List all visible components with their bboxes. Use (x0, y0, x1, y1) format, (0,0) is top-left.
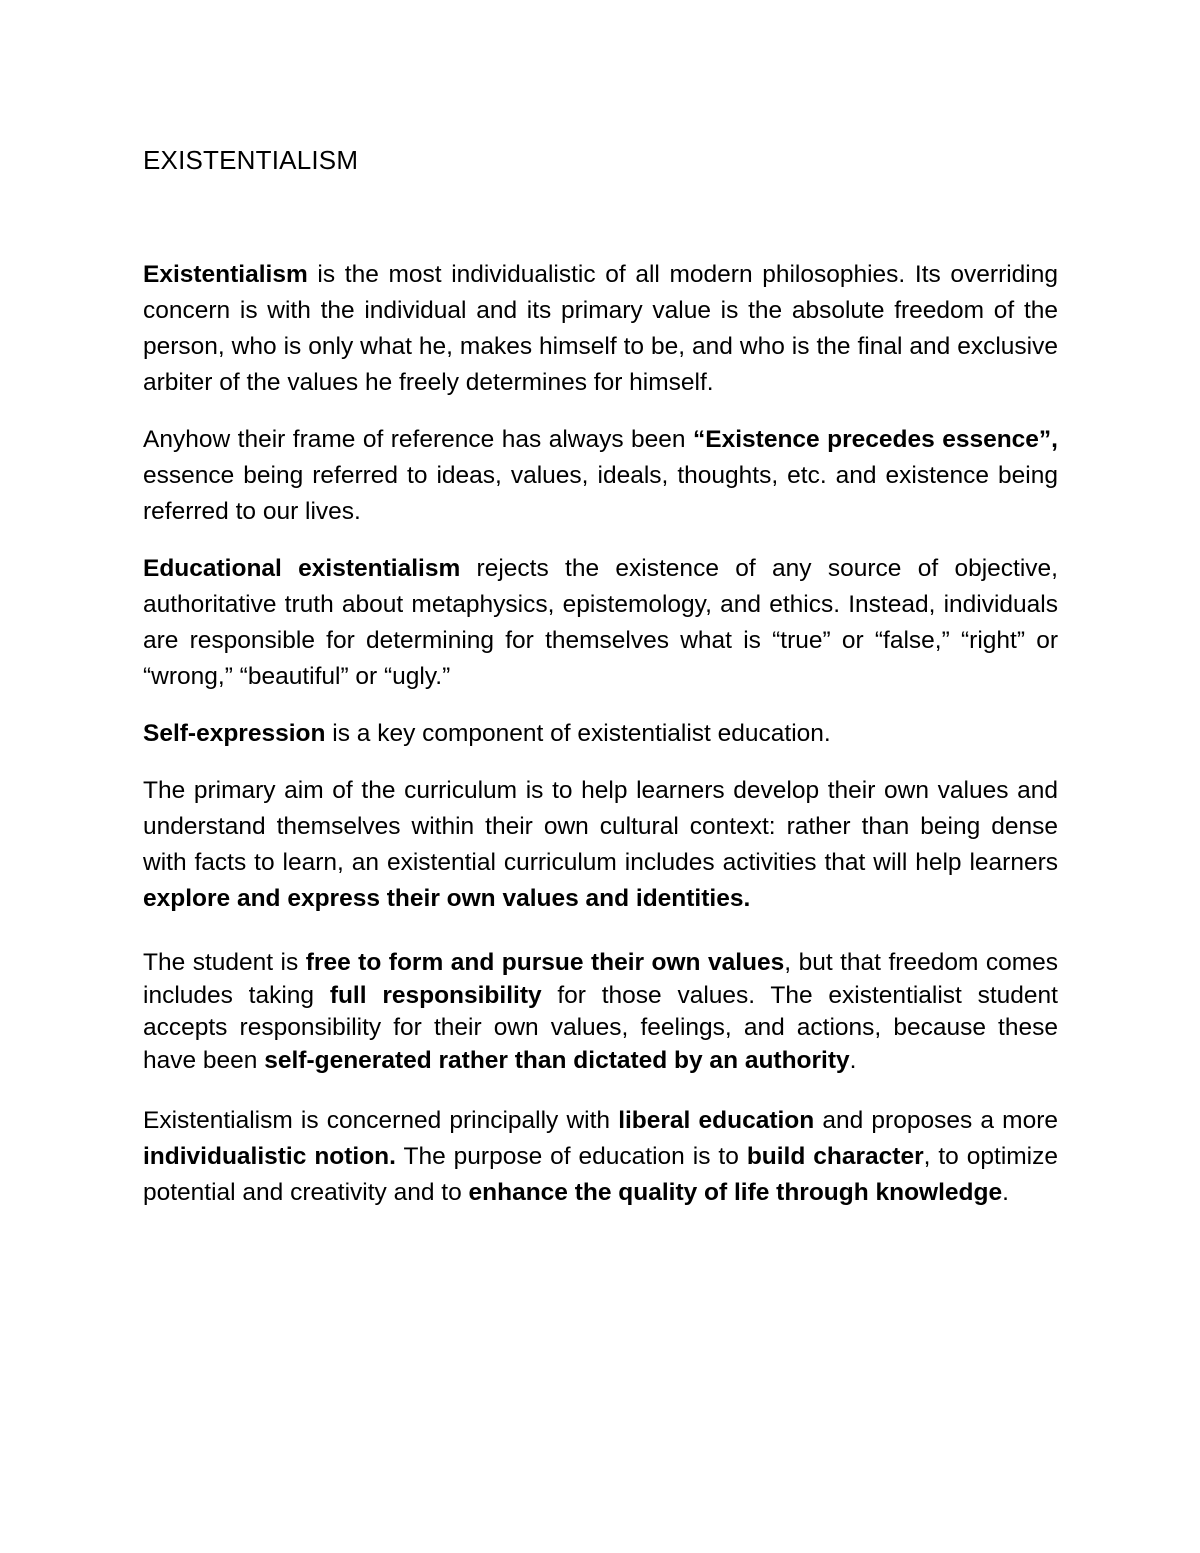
text-run: Anyhow their frame of reference has always been (143, 426, 694, 453)
bold-phrase: full responsibility (329, 981, 542, 1009)
text-run: for those values. The existentialist student accepts responsibility for their own values, feelings, and actions, because these have been (143, 981, 1058, 1074)
text-run: Existentialism is concerned principally with (143, 1107, 619, 1134)
bold-phrase: liberal education (618, 1107, 815, 1134)
text-run: is the most individualistic of all modern philosophies. Its overriding concern is with the individual and its primary value is the absolute freedom of the person, who is only what he, makes himself to be, and who is the final and exclusive arbiter of the values he freely determines for himself. (143, 261, 1058, 396)
bold-term: Existentialism (143, 261, 308, 288)
paragraph-existence-precedes-essence (143, 422, 1058, 530)
bold-phrase: build character (746, 1143, 924, 1170)
text-run: . (1002, 1179, 1009, 1206)
text-run: The primary aim of the curriculum is to help learners develop their own values and understand themselves within their own cultural context: rather than being dense with facts to learn, an existential curriculum includes activities that will help learners (143, 777, 1058, 876)
text-run: . (849, 1046, 857, 1074)
text-run: is a key component of existentialist education. (325, 720, 831, 747)
bold-phrase: enhance the quality of life through knowledge (468, 1179, 1003, 1206)
paragraph-self-expression (143, 716, 1058, 752)
text-run: and proposes a more (814, 1107, 1058, 1134)
paragraph-educational-existentialism (143, 551, 1058, 695)
text-run: essence being referred to ideas, values, ideals, thoughts, etc. and existence being referred to our lives. (143, 462, 1058, 525)
paragraph-existentialism-definition (143, 257, 1058, 401)
bold-term: Self-expression (143, 720, 326, 747)
bold-phrase: individualistic notion. (143, 1143, 396, 1170)
paragraph-liberal-education (143, 1103, 1058, 1211)
text-run: , but that freedom comes includes taking (143, 949, 1058, 1009)
document-body (143, 140, 1058, 1211)
text-run: rejects the existence of any source of objective, authoritative truth about metaphysics, epistemology, and ethics. Instead, individuals are responsible for determining for themselves what is “true” or “false,” “right” or “wrong,” “beautiful” or “ugly.” (143, 555, 1058, 690)
bold-phrase: self-generated rather than dictated by an authority (264, 1046, 850, 1074)
bold-phrase: explore and express their own values and identities. (143, 885, 751, 912)
text-run: The purpose of education is to (395, 1143, 747, 1170)
document-title: EXISTENTIALISM (143, 145, 359, 175)
bold-quote: “Existence precedes essence”, (693, 426, 1058, 453)
text-run: , to optimize potential and creativity and to (143, 1143, 1058, 1206)
paragraph-student-freedom (143, 947, 1058, 1077)
paragraph-curriculum-aim (143, 773, 1058, 917)
text-run: The student is (143, 949, 306, 976)
bold-phrase: free to form and pursue their own values (305, 949, 785, 976)
bold-term: Educational existentialism (143, 555, 461, 582)
